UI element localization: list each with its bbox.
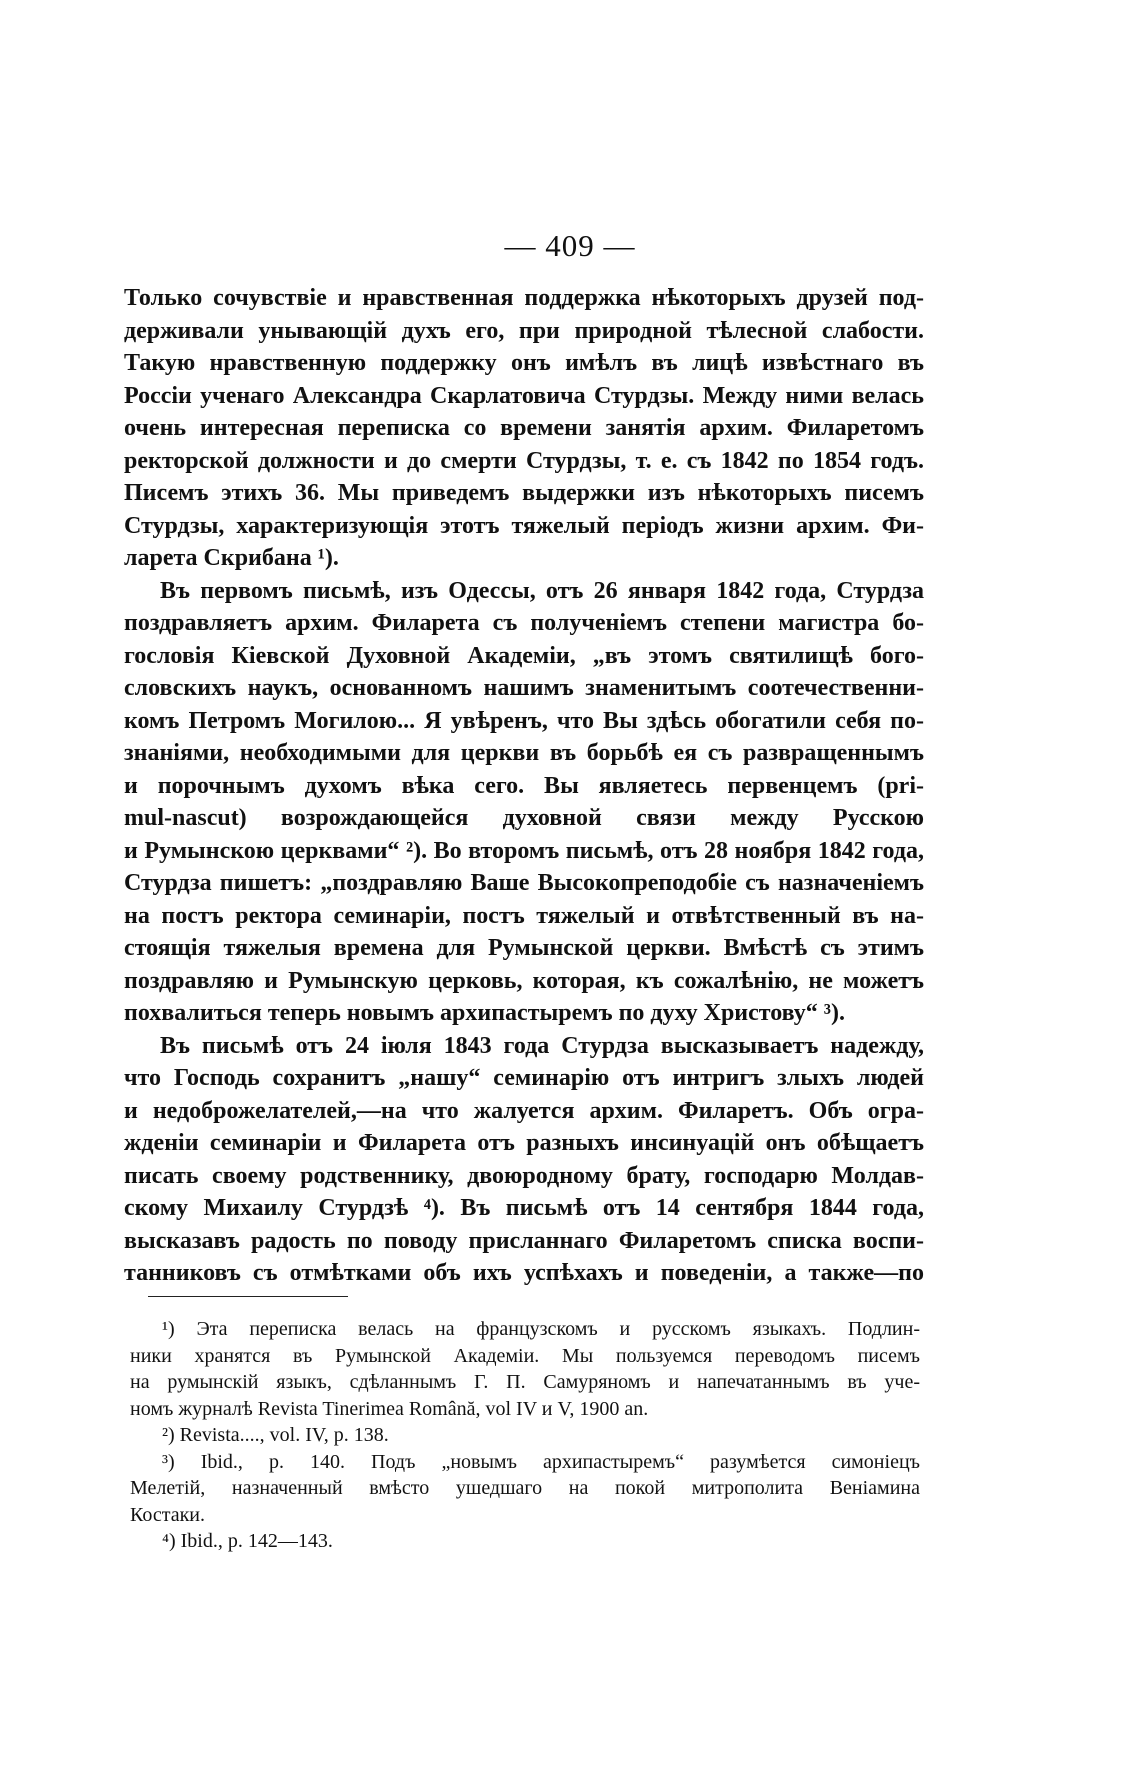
- text-line: поздравляетъ архим. Филарета съ полученіемъ степени магистра бо-: [124, 610, 924, 636]
- text-line: поздравляю и Румынскую церковь, которая, къ сожалѣнію, не можетъ: [124, 967, 924, 994]
- text-line: Стурдза пишетъ: „поздравляю Ваше Высокопреподобіе съ назначеніемъ: [124, 870, 924, 896]
- footnote-4: [130, 1528, 920, 1555]
- text-line: Такую нравственную поддержку онъ имѣлъ въ лицѣ извѣстнаго въ: [124, 350, 924, 376]
- text-line: ларета Скрибана ¹).: [124, 545, 339, 571]
- footnote-1: [130, 1316, 920, 1422]
- text-line: держивали унывающій духъ его, при природной тѣлесной слабости.: [124, 317, 924, 344]
- text-line: похвалиться теперь новымъ архипастыремъ по духу Христову“ ³).: [124, 1000, 845, 1026]
- text-line: ректорской должности и до смерти Стурдзы, т. е. съ 1842 по 1854 годъ.: [124, 447, 924, 474]
- footnote-line: на румынскій языкъ, сдѣланнымъ Г. П. Самуряномъ и напечатаннымъ въ уче-: [130, 1371, 920, 1393]
- footnote-line: ³) Ibid., p. 140. Подъ „новымъ архипастыремъ“ разумѣется симоніецъ: [162, 1450, 920, 1473]
- text-line: Россіи ученаго Александра Скарлатовича Стурдзы. Между ними велась: [124, 382, 924, 409]
- footnote-line: ⁴) Ibid., p. 142—143.: [162, 1530, 333, 1552]
- text-line: и недоброжелателей,—на что жалуется архим. Филаретъ. Объ огра-: [124, 1097, 924, 1124]
- footnote-separator: [148, 1296, 348, 1297]
- text-line: гословія Кіевской Духовной Академіи, „въ этомъ святилищѣ бого-: [124, 642, 924, 669]
- text-line: и Румынскою церквами“ ²). Во второмъ письмѣ, отъ 28 ноября 1842 года,: [124, 837, 924, 864]
- footnote-3: [130, 1449, 920, 1529]
- footnote-line: номъ журналѣ Revista Tinerimea Română, vol IV и V, 1900 an.: [130, 1397, 649, 1420]
- page-number: — 409 —: [504, 228, 636, 263]
- text-line: высказавъ радость по поводу присланнаго Филаретомъ списка воспи-: [124, 1227, 924, 1254]
- footnote-2: [130, 1422, 920, 1449]
- footnote-line: Мелетій, назначенный вмѣсто ушедшаго на покой митрополита Веніамина: [130, 1477, 920, 1499]
- text-line: Писемъ этихъ 36. Мы приведемъ выдержки изъ нѣкоторыхъ писемъ: [124, 480, 924, 506]
- text-line: танниковъ съ отмѣтками объ ихъ успѣхахъ и поведеніи, а также—по: [124, 1260, 924, 1286]
- text-line: mul-nascut) возрождающейся духовной связи между Русскою: [124, 805, 924, 831]
- text-line: на постъ ректора семинаріи, постъ тяжелый и отвѣтственный въ на-: [124, 902, 924, 929]
- text-line: очень интересная переписка со времени занятія архим. Филаретомъ: [124, 415, 924, 441]
- text-line: что Господь сохранитъ „нашу“ семинарію отъ интригъ злыхъ людей: [124, 1065, 924, 1091]
- text-line: словскихъ наукъ, основанномъ нашимъ знаменитымъ соотечественни-: [124, 675, 924, 701]
- text-line: писать своему родственнику, двоюродному брату, господарю Молдав-: [124, 1162, 924, 1189]
- footnote-line: ²) Revista...., vol. IV, p. 138.: [162, 1424, 389, 1446]
- text-line: знаніями, необходимыми для церкви въ борьбѣ ея съ развращеннымъ: [124, 740, 924, 766]
- footnote-line: Костаки.: [130, 1503, 205, 1526]
- main-text: [124, 282, 924, 1290]
- text-line: Въ письмѣ отъ 24 іюля 1843 года Стурдза высказываетъ надежду,: [160, 1032, 924, 1059]
- footnotes: [130, 1316, 920, 1555]
- footnote-line: ники хранятся въ Румынской Академіи. Мы пользуемся переводомъ писемъ: [130, 1344, 920, 1367]
- footnote-line: ¹) Эта переписка велась на французскомъ и русскомъ языкахъ. Подлин-: [162, 1318, 920, 1340]
- text-line: и порочнымъ духомъ вѣка сего. Вы являетесь первенцемъ (pri-: [124, 772, 924, 799]
- text-line: жденіи семинаріи и Филарета отъ разныхъ инсинуацій онъ обѣщаетъ: [124, 1130, 924, 1156]
- paragraph-3: [124, 1030, 924, 1290]
- text-line: комъ Петромъ Могилою... Я увѣренъ, что Вы здѣсь обогатили себя по-: [124, 707, 924, 734]
- paragraph-1: [124, 282, 924, 575]
- text-line: Въ первомъ письмѣ, изъ Одессы, отъ 26 января 1842 года, Стурдза: [160, 577, 924, 604]
- text-line: скому Михаилу Стурдзѣ ⁴). Въ письмѣ отъ 14 сентября 1844 года,: [124, 1195, 924, 1221]
- text-line: Стурдзы, характеризующія этотъ тяжелый періодъ жизни архим. Фи-: [124, 512, 924, 539]
- text-line: стоящія тяжелыя времена для Румынской церкви. Вмѣстѣ съ этимъ: [124, 935, 924, 961]
- text-line: Только сочувствіе и нравственная поддержка нѣкоторыхъ друзей под-: [124, 285, 924, 311]
- paragraph-2: [124, 575, 924, 1030]
